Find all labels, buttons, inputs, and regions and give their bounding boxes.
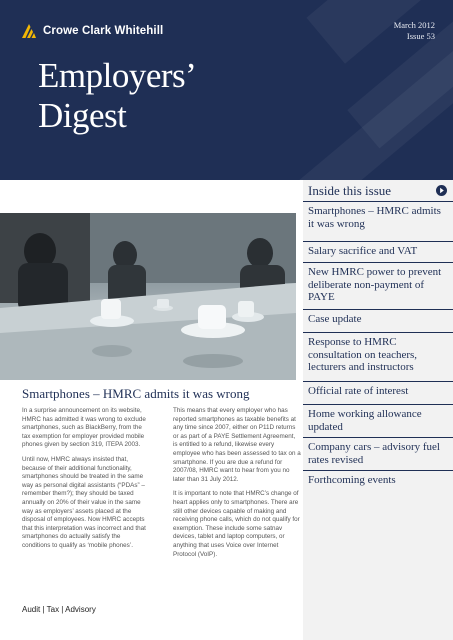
crowe-logo-icon	[20, 22, 38, 40]
brand-logo	[20, 22, 163, 40]
contents-list	[303, 201, 453, 492]
inside-this-issue-header	[303, 180, 453, 201]
inside-this-issue-panel	[303, 180, 453, 640]
contents-item-case-update[interactable]: Case update	[303, 309, 453, 332]
meeting-photo	[0, 213, 296, 380]
contents-item-hmrc-power[interactable]: New HMRC power to prevent deliberate non-payment of PAYE	[303, 262, 453, 309]
page-title	[38, 56, 196, 136]
contents-item-consultation[interactable]: Response to HMRC consultation on teachers, lecturers and instructors	[303, 332, 453, 381]
issue-number: Issue 53	[406, 31, 435, 41]
issue-date: March 2012	[393, 20, 435, 30]
contents-item-smartphones[interactable]: Smartphones – HMRC admits it was wrong	[303, 201, 453, 241]
footer-services: Audit | Tax | Advisory	[22, 605, 96, 614]
article-paragraph: It is important to note that HMRC’s change of heart applies only to smartphones. There are still other devices capable of making and receiving phone calls, which do not qualify for exemption. These include some satnav devices, tablet and laptop computers, or anything that uses Voice over Internet Protocol (VoIP).	[173, 490, 300, 558]
article-column-right	[173, 407, 301, 565]
contents-item-salary-sacrifice[interactable]: Salary sacrifice and VAT	[303, 241, 453, 262]
article-paragraph: Until now, HMRC always insisted that, because of their additional functionality, smartphones should be treated in the same way as personal digital assistants (“PDAs” – remember them?); they should be taxed annually on 20% of their value in the same way as employers’ assets placed at the disposal of employees. Now HMRC accepts that this interpretation was incorrect and that smartphones do actually satisfy the conditions to qualify as ‘mobile phones’.	[22, 455, 146, 549]
title-line-1: Employers’	[38, 56, 197, 95]
contents-item-events[interactable]: Forthcoming events	[303, 470, 453, 492]
article-column-left	[22, 407, 150, 557]
inside-this-issue-heading: Inside this issue	[308, 182, 392, 198]
article-paragraph: In a surprise announcement on its website, HMRC has admitted it was wrong to exclude smartphones, such as BlackBerry, from the tax exemption for employer provided mobile phones given by section 319, ITEPA 2003.	[22, 407, 146, 449]
contents-item-home-working[interactable]: Home working allowance updated	[303, 404, 453, 437]
contents-item-interest-rate[interactable]: Official rate of interest	[303, 381, 453, 404]
brand-name: Crowe Clark Whitehill	[43, 25, 164, 37]
title-line-2: Digest	[38, 96, 127, 135]
arrow-right-icon[interactable]	[436, 185, 447, 196]
article-paragraph: This means that every employer who has reported smartphones as taxable benefits at any time since 2007, either on P11D returns or as part of a PAYE Settlement Agreement, is entitled to a refund, likewise every employee who has been assessed to tax on a smartphone. If you are due a refund for 2007/08, HMRC want to hear from you no later than 31 July 2012.	[173, 407, 301, 483]
header-banner	[0, 0, 453, 180]
article-title: Smartphones – HMRC admits it was wrong	[22, 386, 250, 401]
issue-info	[394, 20, 435, 42]
contents-item-company-cars[interactable]: Company cars – advisory fuel rates revised	[303, 437, 453, 470]
